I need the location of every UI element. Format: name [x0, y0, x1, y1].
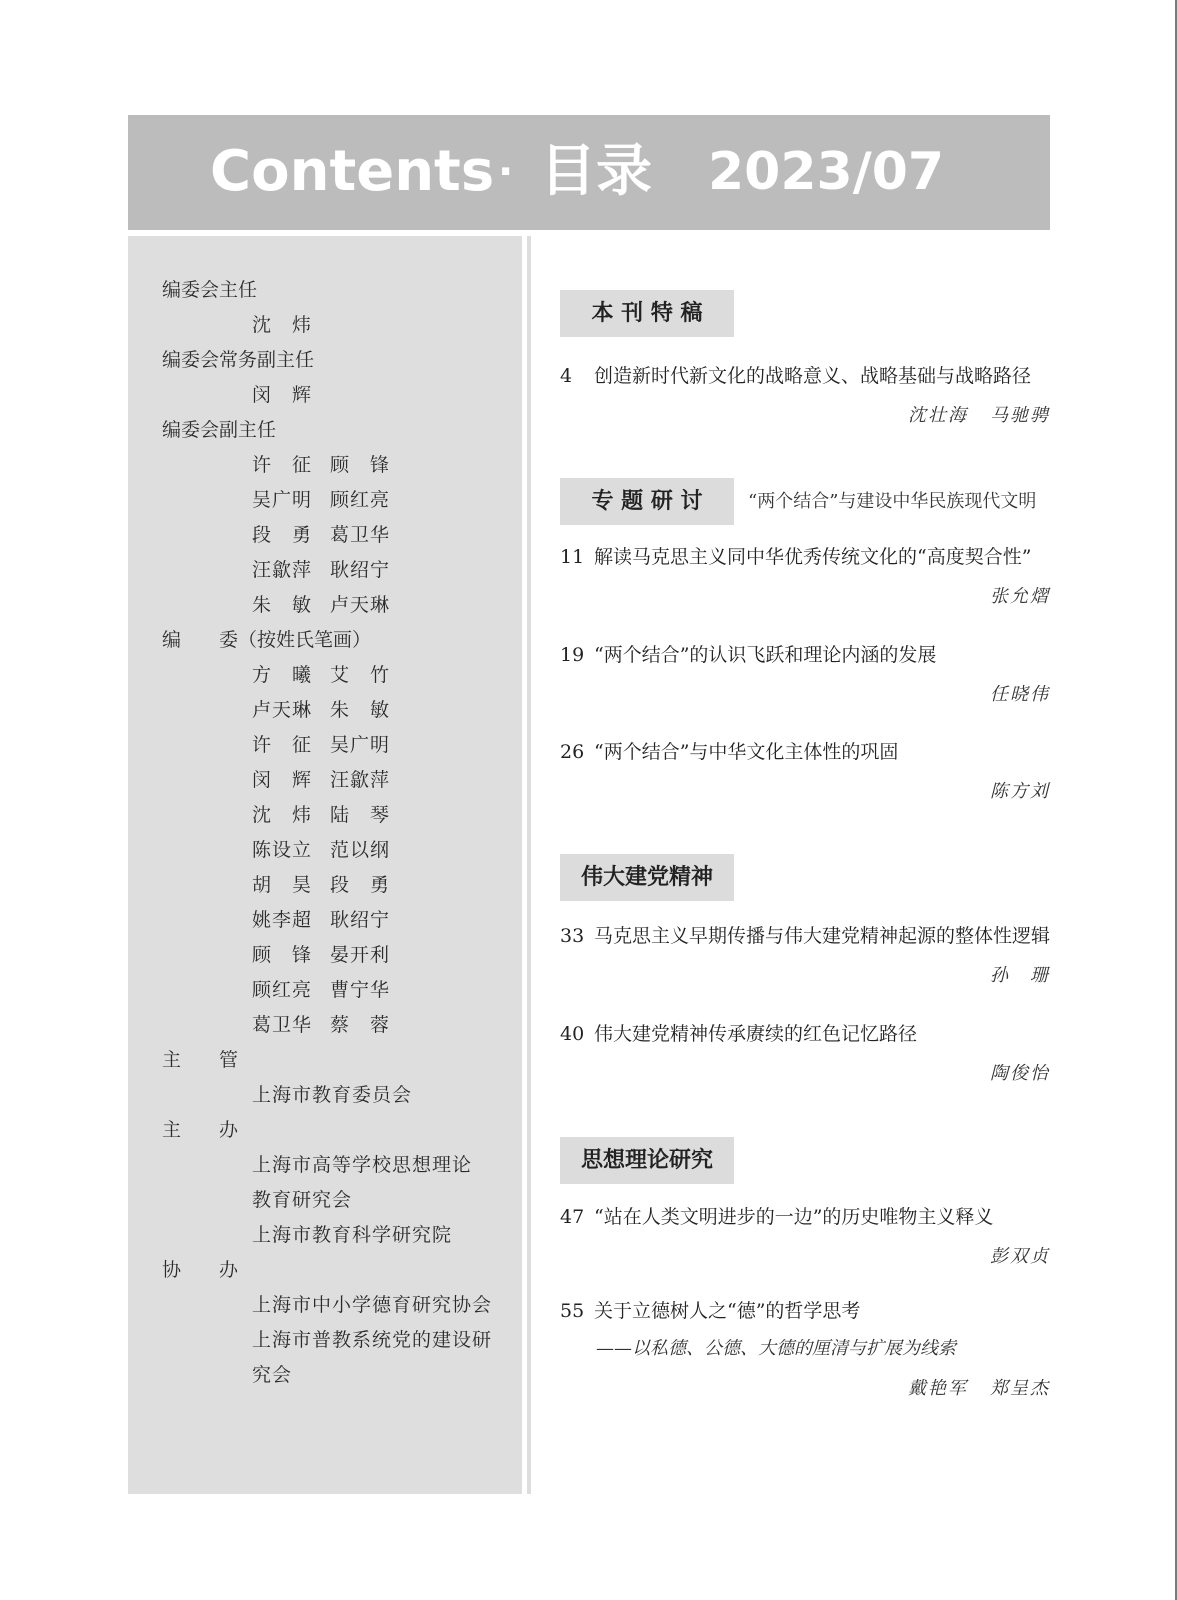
board-names: [162, 308, 512, 343]
column-divider: [527, 236, 531, 1494]
section-heading: 伟大建党精神: [560, 854, 734, 901]
header-issue: 2023/07: [708, 142, 945, 202]
entry-author: 孙 珊: [990, 965, 1050, 986]
board-names: [162, 1183, 512, 1218]
board-names: [162, 378, 512, 413]
board-member-name: 卢天琳: [330, 594, 391, 616]
section-theme: “两个结合”与建设中华民族现代文明: [748, 491, 1037, 512]
board-names: [162, 1078, 512, 1113]
board-member-name: 上海市教育委员会: [252, 1084, 413, 1106]
board-member-name: 陆 琴: [330, 804, 391, 826]
toc-entry[interactable]: [560, 737, 1050, 807]
entry-title: “站在人类文明进步的一边”的历史唯物主义释义: [594, 1206, 994, 1228]
board-member-name: 段 勇: [330, 874, 391, 896]
entry-page: 26: [560, 741, 585, 763]
entry-title: 创造新时代新文化的战略意义、战略基础与战略路径: [594, 365, 1032, 387]
board-member-name: 耿绍宁: [330, 909, 391, 931]
board-member-name: 上海市高等学校思想理论: [252, 1154, 473, 1176]
entry-title: 马克思主义早期传播与伟大建党精神起源的整体性逻辑: [594, 925, 1051, 947]
board-member-name: 许 征: [252, 454, 313, 476]
board-names: [162, 973, 512, 1008]
board-member-name: 范以纲: [330, 839, 391, 861]
board-member-name: 顾红亮: [252, 979, 313, 1001]
entry-page: 40: [560, 1023, 585, 1045]
board-names: [162, 588, 512, 623]
section-heading: 本 刊 特 稿: [560, 290, 734, 337]
entry-title: 伟大建党精神传承赓续的红色记忆路径: [594, 1023, 918, 1045]
board-names: [162, 553, 512, 588]
toc-entry[interactable]: [560, 1296, 1050, 1404]
board-member-name: 顾红亮: [330, 489, 391, 511]
header-separator: ·: [498, 149, 514, 195]
board-member-name: 方 曦: [252, 664, 313, 686]
header-title-cn: 目录: [540, 139, 652, 204]
board-names: [162, 448, 512, 483]
entry-page: 33: [560, 925, 585, 947]
board-member-name: 顾 锋: [330, 454, 391, 476]
toc-entry[interactable]: [560, 1202, 1050, 1272]
board-member-name: 顾 锋: [252, 944, 313, 966]
entry-page: 55: [560, 1300, 585, 1322]
entry-page: 4: [560, 365, 573, 387]
board-member-name: 胡 昊: [252, 874, 313, 896]
board-names: [162, 693, 512, 728]
board-names: [162, 798, 512, 833]
board-names: [162, 1358, 512, 1393]
board-names: [162, 483, 512, 518]
board-member-name: 曹宁华: [330, 979, 391, 1001]
board-member-name: 朱 敏: [252, 594, 313, 616]
board-member-name: 上海市中小学德育研究协会: [252, 1294, 493, 1316]
board-member-name: 段 勇: [252, 524, 313, 546]
board-member-name: 吴广明: [252, 489, 313, 511]
board-member-name: 晏开利: [330, 944, 391, 966]
entry-author: 张允熠: [990, 586, 1050, 607]
entry-title: 解读马克思主义同中华优秀传统文化的“高度契合性”: [594, 546, 1032, 568]
board-member-name: 沈 炜: [252, 804, 313, 826]
toc-entry[interactable]: [560, 361, 1050, 431]
board-member-name: 闵 辉: [252, 384, 313, 406]
board-role: 协 办: [162, 1259, 239, 1281]
entry-author: 彭双贞: [990, 1246, 1050, 1267]
board-names: [162, 903, 512, 938]
entry-page: 11: [560, 546, 585, 568]
section-heading: 专 题 研 讨: [560, 478, 734, 525]
entry-author: 陶俊怡: [990, 1063, 1050, 1084]
editorial-board-list: [162, 273, 512, 1393]
board-member-name: 上海市普教系统党的建设研: [252, 1329, 493, 1351]
board-names: [162, 1218, 512, 1253]
board-names: [162, 938, 512, 973]
board-member-name: 耿绍宁: [330, 559, 391, 581]
entry-author: 任晓伟: [990, 684, 1050, 705]
section-heading: 思想理论研究: [560, 1137, 734, 1184]
entry-page: 47: [560, 1206, 585, 1228]
entry-author: 郑呈杰: [990, 1378, 1050, 1399]
board-member-name: 卢天琳: [252, 699, 313, 721]
board-member-name: 葛卫华: [330, 524, 391, 546]
board-member-name: 闵 辉: [252, 769, 313, 791]
entry-subtitle: ——以私德、公德、大德的厘清与扩展为线索: [596, 1338, 956, 1359]
board-member-name: 姚李超: [252, 909, 313, 931]
entry-author: 沈壮海: [908, 405, 968, 426]
board-member-name: 汪歙萍: [330, 769, 391, 791]
entry-title: 关于立德树人之“德”的哲学思考: [594, 1300, 861, 1322]
entry-author: 戴艳军: [908, 1378, 968, 1399]
board-member-name: 蔡 蓉: [330, 1014, 391, 1036]
board-role: 主 办: [162, 1119, 239, 1141]
board-member-name: 汪歙萍: [252, 559, 313, 581]
board-role: 编 委（按姓氏笔画）: [162, 629, 372, 651]
entry-title: “两个结合”与中华文化主体性的巩固: [594, 741, 899, 763]
board-role: 编委会副主任: [162, 419, 277, 441]
entry-title: “两个结合”的认识飞跃和理论内涵的发展: [594, 644, 937, 666]
board-names: [162, 658, 512, 693]
board-member-name: 朱 敏: [330, 699, 391, 721]
entry-page: 19: [560, 644, 585, 666]
board-member-name: 上海市教育科学研究院: [252, 1224, 453, 1246]
board-names: [162, 1148, 512, 1183]
board-names: [162, 833, 512, 868]
entry-author: 马驰骋: [990, 405, 1050, 426]
board-member-name: 教育研究会: [252, 1189, 353, 1211]
board-member-name: 究会: [252, 1364, 293, 1386]
contents-header: [128, 115, 1050, 230]
toc-entry[interactable]: [560, 1019, 1050, 1089]
board-names: [162, 1323, 512, 1358]
editorial-board-panel: [128, 236, 522, 1494]
board-member-name: 许 征: [252, 734, 313, 756]
board-names: [162, 763, 512, 798]
board-member-name: 陈设立: [252, 839, 313, 861]
board-member-name: 吴广明: [330, 734, 391, 756]
board-role: 编委会常务副主任: [162, 349, 315, 371]
board-member-name: 沈 炜: [252, 314, 313, 336]
board-names: [162, 728, 512, 763]
toc-entry[interactable]: [560, 921, 1050, 991]
board-member-name: 葛卫华: [252, 1014, 313, 1036]
board-names: [162, 1288, 512, 1323]
board-role: 主 管: [162, 1049, 239, 1071]
entry-author: 陈方刘: [990, 781, 1050, 802]
board-names: [162, 1008, 512, 1043]
board-names: [162, 868, 512, 903]
toc-entry[interactable]: [560, 542, 1050, 612]
header-title-en: Contents: [210, 139, 495, 204]
board-member-name: 艾 竹: [330, 664, 391, 686]
toc-entry[interactable]: [560, 640, 1050, 710]
board-role: 编委会主任: [162, 279, 258, 301]
board-names: [162, 518, 512, 553]
